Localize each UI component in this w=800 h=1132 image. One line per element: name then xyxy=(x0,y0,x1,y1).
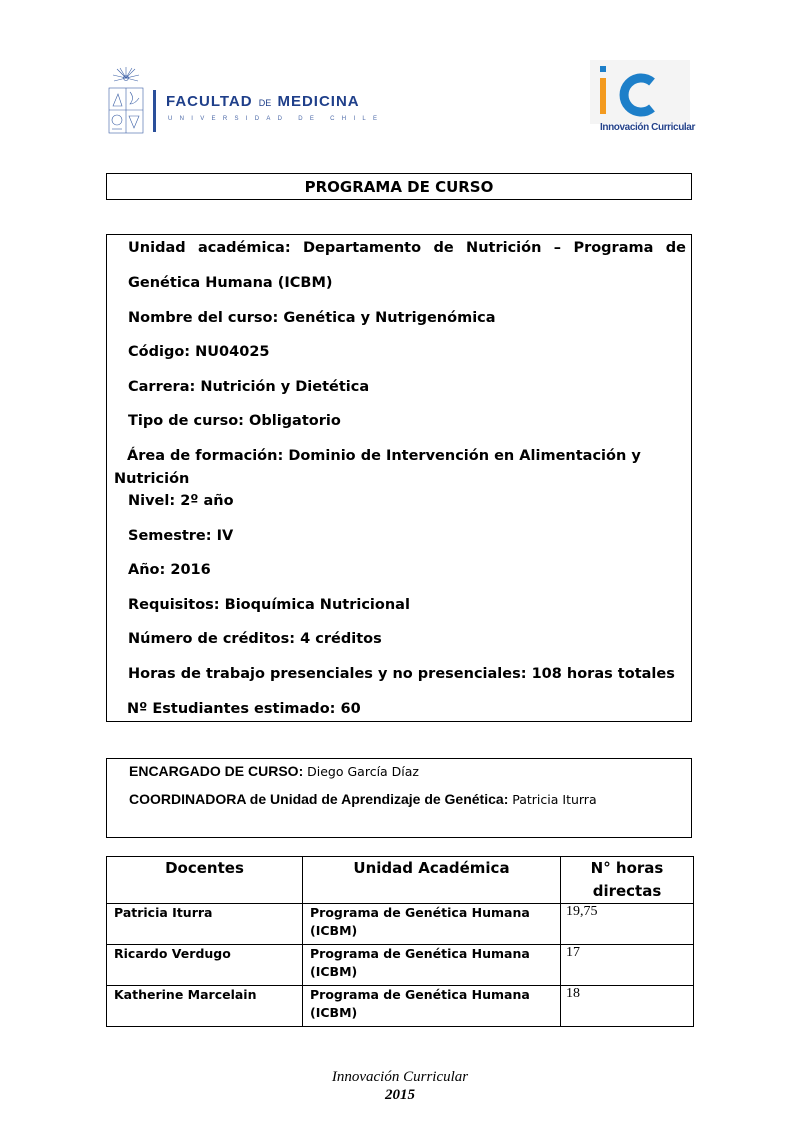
coordinadora-line: COORDINADORA de Unidad de Aprendizaje de Genética: Patricia Iturra xyxy=(129,791,597,807)
teacher-name: Katherine Marcelain xyxy=(107,986,303,1027)
encargado-line: ENCARGADO DE CURSO: Diego García Díaz xyxy=(129,763,419,779)
teacher-unit: Programa de Genética Humana (ICBM) xyxy=(303,945,561,986)
footer-year: 2015 xyxy=(385,1087,415,1103)
info-line-tipo: Tipo de curso: Obligatorio xyxy=(128,413,341,429)
course-info-box xyxy=(106,234,692,722)
teacher-hours: 19,75 xyxy=(561,904,694,945)
ic-logo-icon xyxy=(590,60,690,124)
teacher-unit: Programa de Genética Humana (ICBM) xyxy=(303,904,561,945)
info-line-unidad-cont: Genética Humana (ICBM) xyxy=(128,275,333,291)
info-line-carrera: Carrera: Nutrición y Dietética xyxy=(128,379,370,395)
page-title: PROGRAMA DE CURSO xyxy=(106,173,692,200)
encargado-label: ENCARGADO DE CURSO xyxy=(129,763,299,779)
info-line-semestre: Semestre: IV xyxy=(128,528,234,544)
info-line-horas: Horas de trabajo presenciales y no presenciales: 108 horas totales xyxy=(128,666,675,682)
teacher-hours: 18 xyxy=(561,986,694,1027)
teacher-name: Patricia Iturra xyxy=(107,904,303,945)
coordinadora-value: Patricia Iturra xyxy=(512,792,597,807)
table-header-row xyxy=(107,857,694,904)
faculty-name: FACULTAD DE MEDICINA xyxy=(166,93,360,110)
ic-subtitle: Innovación Curricular xyxy=(600,122,695,133)
teacher-unit: Programa de Genética Humana (ICBM) xyxy=(303,986,561,1027)
logo-divider xyxy=(153,90,156,132)
coordinadora-label: COORDINADORA de Unidad de Aprendizaje de Genética xyxy=(129,791,504,807)
info-line-nombre: Nombre del curso: Genética y Nutrigenómica xyxy=(128,310,496,326)
info-line-area: Área de formación: Dominio de Intervención en Alimentación y xyxy=(127,448,641,464)
teachers-table xyxy=(106,856,694,1027)
header-horas: N° horas directas xyxy=(561,857,694,904)
teacher-name: Ricardo Verdugo xyxy=(107,945,303,986)
teacher-hours: 17 xyxy=(561,945,694,986)
faculty-logo xyxy=(106,66,385,138)
table-row xyxy=(107,945,694,986)
info-line-requisitos: Requisitos: Bioquímica Nutricional xyxy=(128,597,410,613)
encargado-box xyxy=(106,758,692,838)
innovacion-curricular-logo xyxy=(590,60,695,140)
info-line-ano: Año: 2016 xyxy=(128,562,211,578)
footer-line1: Innovación Curricular xyxy=(331,1069,469,1085)
table-row xyxy=(107,986,694,1027)
info-line-nivel: Nivel: 2º año xyxy=(128,493,234,509)
info-line-area-cont: Nutrición xyxy=(114,471,190,487)
encargado-value: Diego García Díaz xyxy=(307,764,419,779)
info-line-unidad: Unidad académica: Departamento de Nutrición – Programa de xyxy=(128,240,686,256)
university-name: UNIVERSIDAD DE CHILE xyxy=(168,116,385,122)
table-row xyxy=(107,904,694,945)
header-unidad: Unidad Académica xyxy=(303,857,561,904)
info-line-codigo: Código: NU04025 xyxy=(128,344,270,360)
info-line-creditos: Número de créditos: 4 créditos xyxy=(128,631,382,647)
university-seal-icon xyxy=(106,66,146,136)
info-line-estudiantes: Nº Estudiantes estimado: 60 xyxy=(127,701,361,717)
header-docentes: Docentes xyxy=(107,857,303,904)
